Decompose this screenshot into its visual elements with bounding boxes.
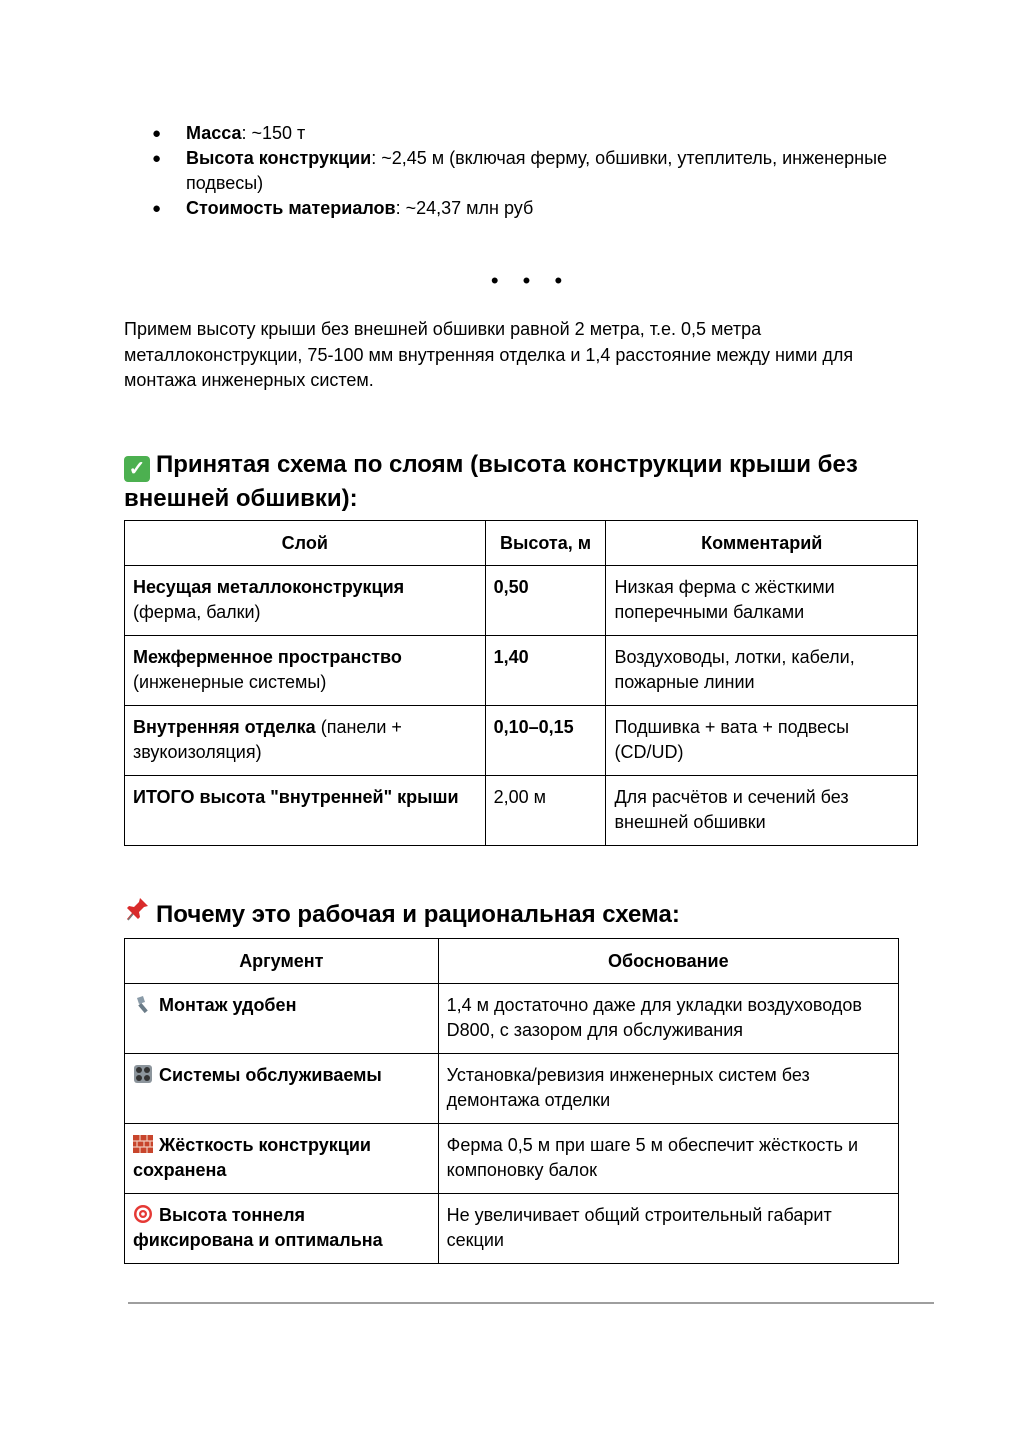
bullet-icon: ● bbox=[152, 150, 162, 167]
layer-name: Несущая металлоконструкция bbox=[133, 577, 405, 597]
reason-cell: Установка/ревизия инженерных систем без демонтажа отделки bbox=[438, 1054, 898, 1124]
column-header: Слой bbox=[125, 521, 486, 566]
layer-cell bbox=[125, 776, 486, 846]
reason-cell: Ферма 0,5 м при шаге 5 м обеспечит жёсткость и компоновку балок bbox=[438, 1124, 898, 1194]
layer-note: (инженерные системы) bbox=[133, 672, 327, 692]
layer-cell bbox=[125, 636, 486, 706]
table-row bbox=[125, 1124, 899, 1194]
table-row bbox=[125, 636, 918, 706]
control-knobs-icon bbox=[133, 1064, 153, 1084]
layer-cell bbox=[125, 566, 486, 636]
table-row bbox=[125, 776, 918, 846]
heading-text: Почему это рабочая и рациональная схема: bbox=[156, 901, 680, 928]
layers-table bbox=[124, 520, 918, 846]
argument-text: Системы обслуживаемы bbox=[159, 1065, 382, 1085]
nut-and-bolt-icon bbox=[133, 994, 153, 1014]
bullet-icon: ● bbox=[152, 200, 162, 217]
section-separator: • • • bbox=[490, 268, 572, 293]
height-cell bbox=[485, 706, 606, 776]
height-value: 1,40 bbox=[493, 647, 529, 667]
horizontal-rule bbox=[128, 1302, 934, 1304]
table-header-row bbox=[125, 939, 899, 984]
item-text: : ~2,45 м (включая ферму, обшивки, утеплитель, инженерные подвесы) bbox=[186, 148, 888, 193]
table-row bbox=[125, 984, 899, 1054]
column-header: Высота, м bbox=[485, 521, 606, 566]
item-label: Высота конструкции bbox=[186, 148, 372, 168]
section-heading-layers bbox=[124, 448, 914, 516]
argument-text: Высота тоннеля фиксирована и оптимальна bbox=[133, 1205, 383, 1250]
comment-cell: Подшивка + вата + подвесы (CD/UD) bbox=[606, 706, 918, 776]
argument-cell bbox=[125, 984, 439, 1054]
layer-note: (панели + звукоизоляция) bbox=[133, 717, 402, 762]
argument-text: Жёсткость конструкции сохранена bbox=[133, 1135, 371, 1180]
item-text: : ~150 т bbox=[241, 123, 306, 143]
argument-cell bbox=[125, 1194, 439, 1264]
table-row bbox=[125, 1194, 899, 1264]
list-item bbox=[124, 146, 934, 196]
argument-cell bbox=[125, 1054, 439, 1124]
layer-cell bbox=[125, 706, 486, 776]
bullet-icon: ● bbox=[152, 125, 162, 142]
height-cell: 2,00 м bbox=[485, 776, 606, 846]
column-header: Обоснование bbox=[438, 939, 898, 984]
list-item bbox=[124, 121, 934, 146]
layer-note: (ферма, балки) bbox=[133, 602, 261, 622]
table-header-row bbox=[125, 521, 918, 566]
intro-paragraph: Примем высоту крыши без внешней обшивки равной 2 метра, т.е. 0,5 метра металлоконструкции, 75-100 мм внутренняя отделка и 1,4 расстояние между ними для монтажа инженерных систем. bbox=[124, 319, 854, 390]
column-header: Аргумент bbox=[125, 939, 439, 984]
column-header: Комментарий bbox=[606, 521, 918, 566]
item-label: Стоимость материалов bbox=[186, 198, 396, 218]
check-mark-button-icon: ✓ bbox=[124, 456, 150, 482]
argument-text: Монтаж удобен bbox=[159, 995, 297, 1015]
table-row bbox=[125, 706, 918, 776]
table-row bbox=[125, 566, 918, 636]
list-item bbox=[124, 196, 934, 221]
layer-name: Внутренняя отделка bbox=[133, 717, 316, 737]
comment-cell: Воздуховоды, лотки, кабели, пожарные линии bbox=[606, 636, 918, 706]
reasons-table bbox=[124, 938, 899, 1264]
item-label: Масса bbox=[186, 123, 242, 143]
height-value: 0,50 bbox=[493, 577, 529, 597]
argument-cell bbox=[125, 1124, 439, 1194]
height-cell bbox=[485, 636, 606, 706]
layer-name: Межферменное пространство bbox=[133, 647, 402, 667]
section-heading-reasons bbox=[124, 896, 914, 932]
table-row bbox=[125, 1054, 899, 1124]
reason-cell: 1,4 м достаточно даже для укладки воздуховодов D800, с зазором для обслуживания bbox=[438, 984, 898, 1054]
direct-hit-icon bbox=[133, 1204, 153, 1224]
height-value: 0,10–0,15 bbox=[493, 717, 574, 737]
reason-cell: Не увеличивает общий строительный габарит секции bbox=[438, 1194, 898, 1264]
comment-cell: Низкая ферма с жёсткими поперечными балками bbox=[606, 566, 918, 636]
layer-name: ИТОГО высота "внутренней" крыши bbox=[133, 787, 459, 807]
comment-cell: Для расчётов и сечений без внешней обшивки bbox=[606, 776, 918, 846]
heading-text: Принятая схема по слоям (высота конструкции крыши без внешней обшивки): bbox=[124, 451, 858, 512]
brick-icon bbox=[133, 1134, 153, 1154]
item-text: : ~24,37 млн руб bbox=[395, 198, 534, 218]
summary-list bbox=[124, 121, 934, 221]
height-cell bbox=[485, 566, 606, 636]
pushpin-icon bbox=[124, 896, 152, 932]
